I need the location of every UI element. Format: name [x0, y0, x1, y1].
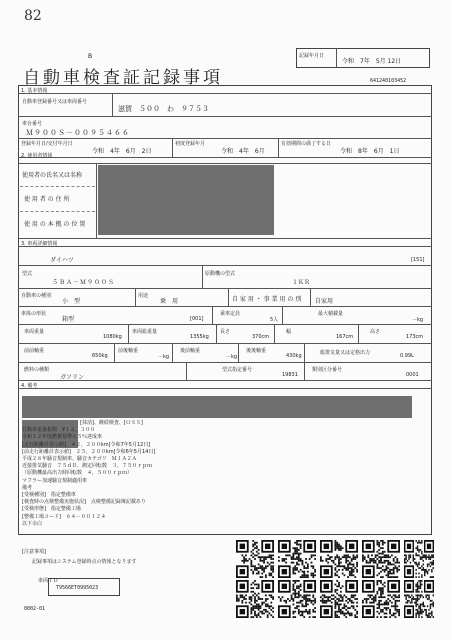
qr-code — [278, 540, 316, 578]
weight-label: 車両重量 — [24, 329, 45, 335]
user-info-redaction — [98, 165, 274, 235]
qr-code — [278, 580, 316, 618]
model-value: ５ＢＡ－Ｍ９００Ｓ — [52, 279, 116, 286]
use-label: 用途 — [138, 293, 149, 299]
qr-code — [362, 540, 400, 578]
length-label: 長さ — [220, 329, 231, 335]
caution-text: 記録事項はシステム登録時点の情報となります — [32, 559, 137, 565]
note-line: [走行距離計表示値] ４２，２００km[令和7年5月12日] — [22, 441, 151, 448]
note-line: （原動機最高出力時回転数 ４，５００ｒｐｍ） — [22, 470, 133, 477]
model-label: 型式 — [22, 271, 33, 277]
qr-code — [362, 580, 400, 618]
length-value: 370cm — [252, 334, 270, 340]
car-id-label: 車両ＩＤ — [38, 578, 59, 584]
class-number-label: 類別区分番号 — [312, 367, 343, 373]
basic-section-header: 1. 基本情報 — [21, 88, 48, 94]
first-reg-label: 登録年月日/交付年月日 — [21, 141, 73, 147]
weight-value: 1080kg — [103, 334, 122, 340]
expiry-label: 有効期間の満了する日 — [281, 141, 332, 147]
note-line: 令和１２年度燃費基準６５％達成車 — [22, 434, 103, 441]
rear-rear-axle-value: 430kg — [286, 353, 302, 359]
note-line: 備考 — [22, 484, 33, 491]
rear-front-axle-value: －kg — [226, 354, 238, 360]
height-label: 高さ — [370, 329, 381, 335]
type-number-value: 19831 — [282, 372, 298, 378]
shape-value: 箱型 — [62, 316, 75, 323]
reg-number-value: 滋賀 ５００ わ ９７５３ — [118, 105, 209, 113]
qr-code — [320, 580, 358, 618]
kind-label: 自動車の種別 — [21, 293, 52, 299]
capacity-label: 乗車定員 — [220, 311, 241, 317]
qr-code — [404, 580, 434, 618]
document-title: 自動車検査証記録事項 — [23, 68, 223, 88]
type-number-label: 型式指定番号 — [222, 367, 253, 373]
capacity-value: 5人 — [270, 317, 279, 323]
first-reg-value: 令和 4年 6月 2日 — [92, 148, 152, 155]
notes-section-header: 4. 備考 — [21, 383, 38, 389]
height-value: 173cm — [406, 334, 424, 340]
first-year-label: 初度登録年月 — [175, 141, 206, 147]
front-front-axle-label: 前前軸重 — [24, 348, 45, 354]
user-location-label: 使 用 の 本 拠 の 位 置 — [24, 221, 86, 228]
handwritten-number: 82 — [24, 8, 42, 24]
caution-header: [注意事項] — [22, 549, 46, 555]
note-line: 平成２８年騒音規制車、騒音カテゴリ Ｍ１Ａ２Ａ — [22, 456, 137, 463]
page-code: 0002-01 — [24, 606, 46, 612]
vehicle-section-header: 3. 車両詳細情報 — [21, 241, 58, 247]
note-line: [整備工場コード] ６４－００１２４ — [22, 513, 106, 520]
vin-label: 車台番号 — [22, 121, 43, 127]
small-mark: B — [88, 53, 93, 60]
notes-redaction-top — [22, 396, 412, 418]
note-line: マフラー加速騒音規制適用車 — [22, 477, 88, 484]
gross-label: 車両総重量 — [132, 329, 158, 335]
reg-number-label: 自動車登録番号又は車両番号 — [22, 99, 88, 105]
front-rear-axle-value: －kg — [158, 354, 170, 360]
qr-code — [404, 540, 434, 578]
width-value: 167cm — [336, 334, 354, 340]
note-line: [受検種別] 指定整備車 — [22, 492, 76, 499]
maker-code: [151] — [411, 257, 425, 263]
note-line: [検査時の点検整備実施状況] 点検整備記録簿記載あり — [22, 499, 146, 506]
record-date-label: 記録年月日 — [299, 53, 325, 59]
maker-value: ダイハツ — [50, 257, 74, 264]
note-line: 以下余白 — [22, 520, 43, 527]
front-front-axle-value: 650kg — [92, 353, 108, 359]
use-value: 乗 用 — [160, 298, 179, 305]
notes-list — [22, 420, 272, 528]
shape-code: [001] — [190, 316, 204, 322]
qr-code — [236, 580, 274, 618]
engine-label: 原動機の型式 — [205, 271, 236, 277]
displacement-label: 総排気量又は定格出力 — [320, 350, 371, 356]
first-year-value: 令和 4年 6月 — [221, 148, 265, 155]
max-load-value: －kg — [412, 317, 424, 323]
qr-code — [236, 540, 274, 578]
front-rear-axle-label: 前後軸重 — [118, 348, 139, 354]
shape-label: 車体の形状 — [21, 311, 47, 317]
displacement-value: 0.99L — [400, 353, 414, 359]
record-date-value: 令和 7年 5月 12日 — [342, 58, 402, 65]
note-line: [抹消]、継続検査、[ＯＳＳ] — [80, 420, 143, 426]
engine-value: １ＫＲ — [292, 279, 311, 286]
note-line: 近接排気騒音 ７５ｄＢ、測定回転数 ３，７５０ｒｐｍ — [22, 463, 153, 470]
kind-value: 小 型 — [62, 298, 81, 305]
qr-code — [320, 540, 358, 578]
fuel-label: 燃料の種類 — [24, 367, 50, 373]
note-line: [前走行距離計表示値] ２５，２００km[令和6年5月14日] — [22, 448, 156, 455]
rear-rear-axle-label: 後後軸重 — [246, 348, 267, 354]
vin-value: Ｍ９００Ｓ－００９５４６６ — [26, 129, 130, 137]
expiry-value: 令和 8年 6月 1日 — [340, 148, 400, 155]
document-number: 641240103452 — [370, 78, 407, 84]
gross-value: 1355kg — [190, 334, 209, 340]
note-line: [受検形態] 指定整備工場 — [22, 506, 81, 513]
user-section-header: 2. 使用者情報 — [21, 153, 53, 159]
rear-front-axle-label: 後前軸重 — [180, 348, 201, 354]
width-label: 幅 — [286, 329, 292, 335]
user-name-label: 使用者の氏名又は名称 — [22, 172, 83, 179]
user-address-label: 使 用 者 の 住 所 — [24, 196, 70, 203]
car-id-value: T9566ET0995023 — [56, 585, 99, 591]
fuel-value: ガソリン — [60, 374, 85, 381]
note-line: 自動車重量税額 ¥１２，３００ — [22, 427, 96, 434]
max-load-label: 最大積載量 — [318, 311, 344, 317]
private-value: 自家用 — [315, 298, 334, 305]
private-label: 自 家 用 ・ 事 業 用 の 別 — [232, 296, 302, 303]
class-number-value: 0001 — [406, 372, 419, 378]
